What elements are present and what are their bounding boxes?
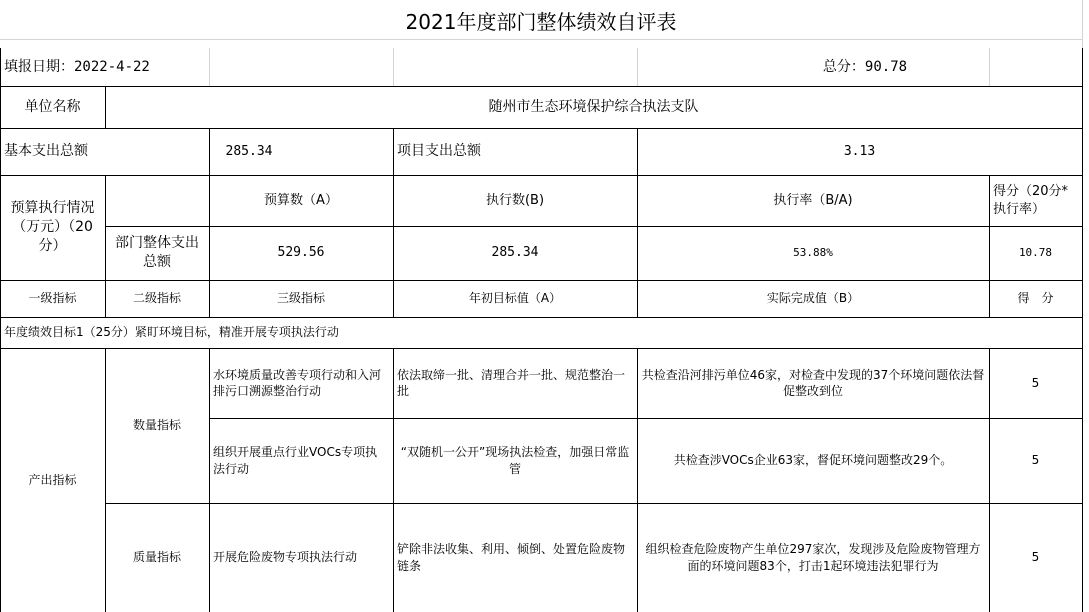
budget-score-value: 10.78 (1018, 245, 1053, 259)
actual-value: 共检查沿河排污单位46家，对检查中发现的37个环境问题依法督促整改到位 (641, 367, 985, 398)
level3-indicator: 开展危险废物专项执法行动 (213, 550, 358, 565)
performance-goal: 年度绩效目标1（25分）紧盯环境目标，精准开展专项执法行动 (4, 325, 339, 340)
score-value: 5 (1031, 375, 1040, 390)
budget-value: 529.56 (277, 245, 325, 261)
target-value: 铲除非法收集、利用、倾倒、处置危险废物链条 (397, 542, 626, 573)
total-expense-label: 部门整体支出总额 (115, 235, 199, 270)
budget-execution-label: 预算执行情况（万元）（20分） (10, 200, 95, 254)
score-header: 得 分 (1017, 291, 1054, 306)
unit-name-label: 单位名称 (24, 98, 81, 115)
project-expense-value: 3.13 (843, 143, 876, 159)
actual-value-header: 实际完成值（B） (766, 291, 860, 306)
score-value: 5 (1031, 453, 1040, 468)
level2-indicator-header: 二级指标 (132, 291, 181, 306)
basic-expense-label: 基本支出总额 (4, 143, 88, 160)
level3-indicator-header: 三级指标 (276, 291, 325, 306)
actual-value: 共检查涉VOCs企业63家，督促环境问题整改29个。 (673, 453, 953, 468)
budget-column-header: 预算数（A） (264, 192, 338, 208)
fill-date: 填报日期：2022-4-22 (4, 58, 150, 75)
level3-indicator: 水环境质量改善专项行动和入河排污口溯源整治行动 (213, 367, 382, 398)
basic-expense-value: 285.34 (225, 143, 273, 159)
execution-value: 285.34 (491, 245, 539, 261)
execution-column-header: 执行数(B) (485, 192, 545, 208)
target-value-header: 年初目标值（A） (468, 291, 562, 306)
output-indicator-label: 产出指标 (28, 472, 77, 487)
execution-rate-value: 53.88% (793, 245, 833, 259)
quantity-indicator-label: 数量指标 (132, 418, 181, 433)
total-score: 总分：90.78 (822, 58, 908, 75)
score-column-header: 得分（20分*执行率） (993, 183, 1069, 217)
score-value: 5 (1031, 550, 1040, 565)
level3-indicator: 组织开展重点行业VOCs专项执法行动 (213, 445, 378, 476)
quality-indicator-label: 质量指标 (132, 550, 181, 565)
rate-column-header: 执行率（B/A) (773, 192, 853, 208)
project-expense-label: 项目支出总额 (397, 143, 481, 160)
actual-value: 组织检查危险废物产生单位297家次，发现涉及危险废物管理方面的环境问题83个，打击1起环境违法犯罪行为 (645, 542, 981, 573)
target-value: 依法取缔一批、清理合并一批、规范整治一批 (397, 367, 626, 398)
page-title: 2021年度部门整体绩效自评表 (405, 9, 677, 34)
unit-name-value: 随州市生态环境保护综合执法支队 (488, 98, 699, 115)
level1-indicator-header: 一级指标 (28, 291, 77, 306)
target-value: “双随机一公开”现场执法检查，加强日常监管 (400, 445, 630, 476)
